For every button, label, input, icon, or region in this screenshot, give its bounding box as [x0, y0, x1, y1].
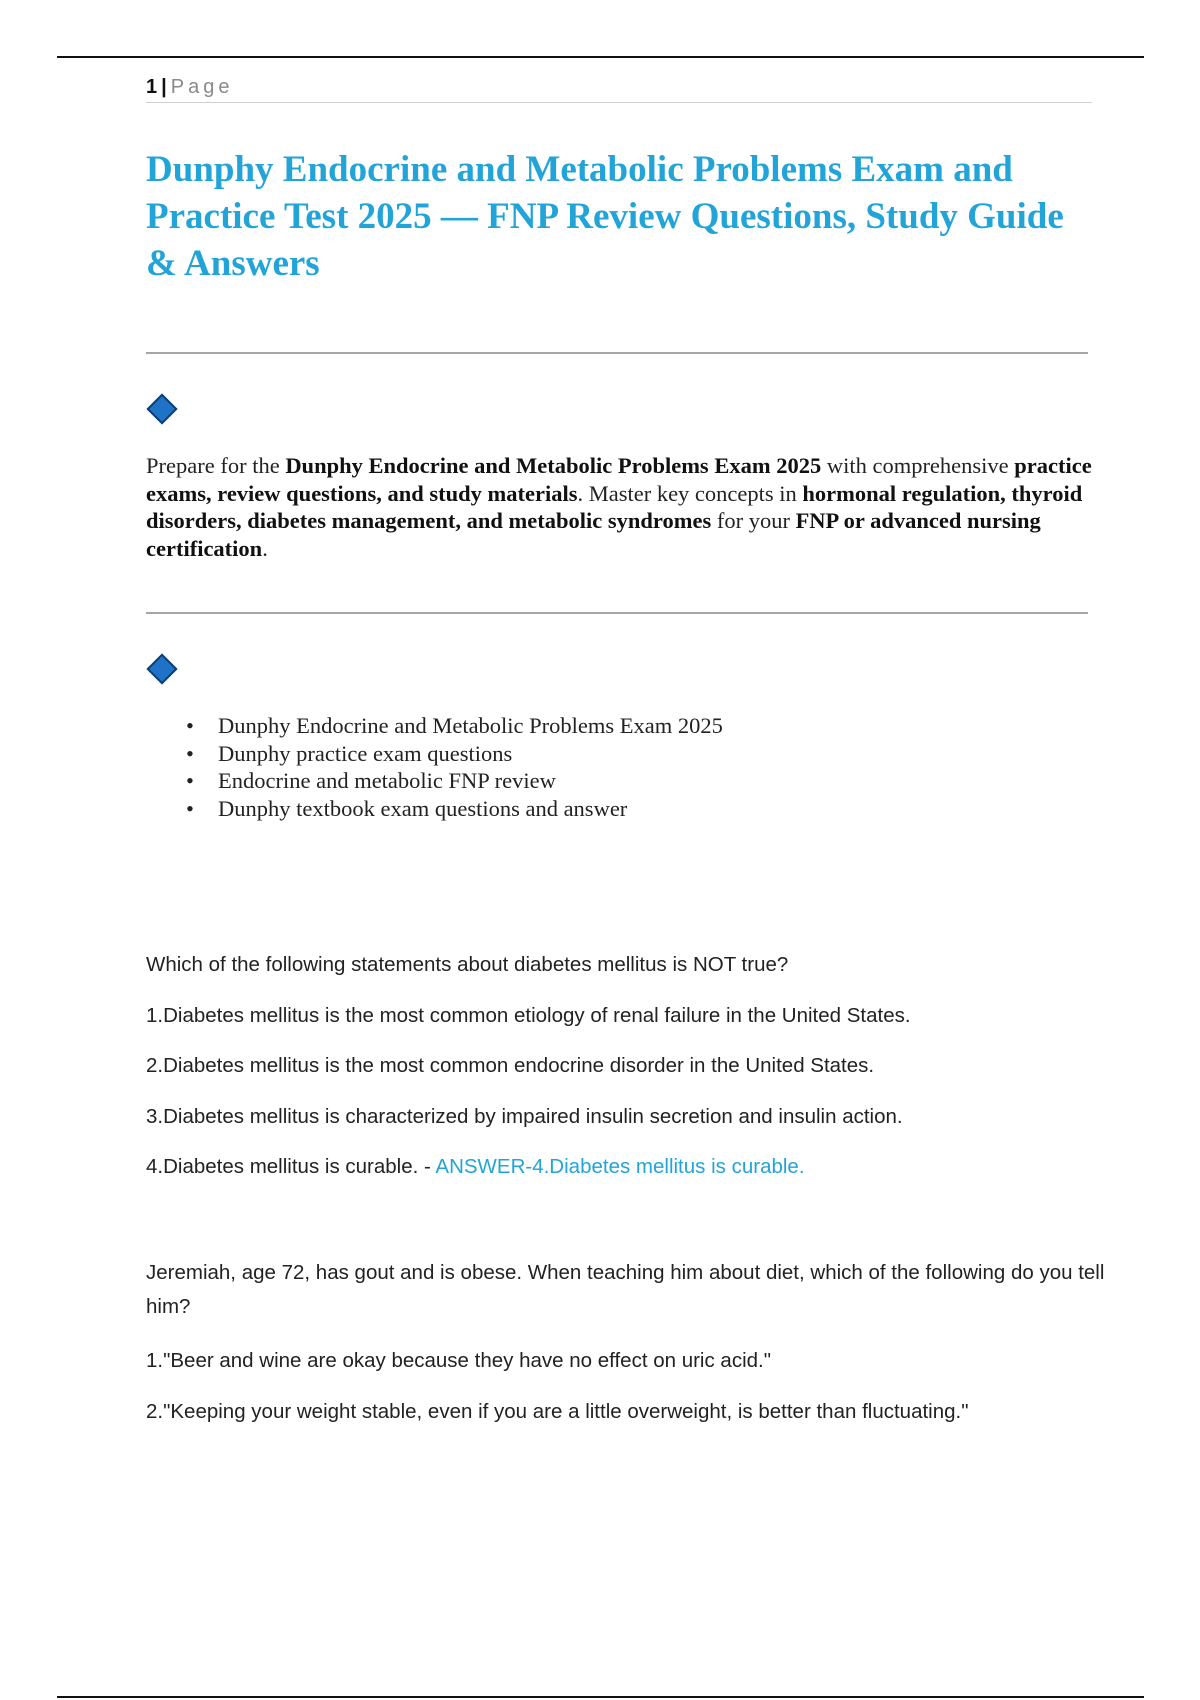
answer-option: 4.Diabetes mellitus is curable. - ANSWER-4.Diabetes mellitus is curable. [146, 1155, 805, 1178]
divider [146, 352, 1088, 354]
keyword-list [146, 712, 723, 822]
bullet-icon: • [186, 713, 194, 738]
divider [146, 612, 1088, 614]
intro-paragraph: Prepare for the Dunphy Endocrine and Metabolic Problems Exam 2025 with comprehensive practice exams, review questions, and study materials. Master key concepts in hormonal regulation, thyroid disorders, diabetes management, and metabolic syndromes for your FNP or advanced nursing certification. [146, 453, 1092, 561]
bullet-icon: • [186, 795, 194, 821]
diamond-icon [146, 393, 177, 424]
page-top-rule [57, 56, 1144, 58]
list-item: • Dunphy textbook exam questions and answer [186, 795, 628, 821]
answer-option: 1.Diabetes mellitus is the most common etiology of renal failure in the United States. [146, 1004, 911, 1027]
bullet-icon: • [186, 768, 194, 793]
answer-option: 2.Diabetes mellitus is the most common endocrine disorder in the United States. [146, 1054, 875, 1077]
page-label: Page [170, 76, 234, 98]
list-item: • Dunphy Endocrine and Metabolic Problems Exam 2025 [186, 713, 723, 738]
question-text: Which of the following statements about diabetes mellitus is NOT true? [146, 953, 789, 976]
diamond-icon [146, 653, 177, 684]
list-item: • Dunphy practice exam questions [186, 740, 513, 766]
page-number: 1 [146, 76, 158, 98]
document-title: Dunphy Endocrine and Metabolic Problems Exam and Practice Test 2025 — FNP Review Questions, Study Guide & Answers [146, 149, 1064, 284]
page-bottom-rule [57, 1696, 1144, 1698]
list-item: • Endocrine and metabolic FNP review [186, 768, 556, 793]
question-text: Jeremiah, age 72, has gout and is obese. When teaching him about diet, which of the following do you tell him? [146, 1261, 1105, 1318]
page-header [146, 72, 1092, 103]
bullet-icon: • [186, 740, 194, 766]
answer-option: 1."Beer and wine are okay because they have no effect on uric acid." [146, 1349, 772, 1372]
answer-option: 2."Keeping your weight stable, even if you are a little overweight, is better than fluctuating." [146, 1400, 969, 1423]
page-separator: | [161, 76, 167, 98]
answer-option: 3.Diabetes mellitus is characterized by impaired insulin secretion and insulin action. [146, 1105, 903, 1128]
correct-answer: ANSWER-4.Diabetes mellitus is curable. [435, 1155, 805, 1178]
